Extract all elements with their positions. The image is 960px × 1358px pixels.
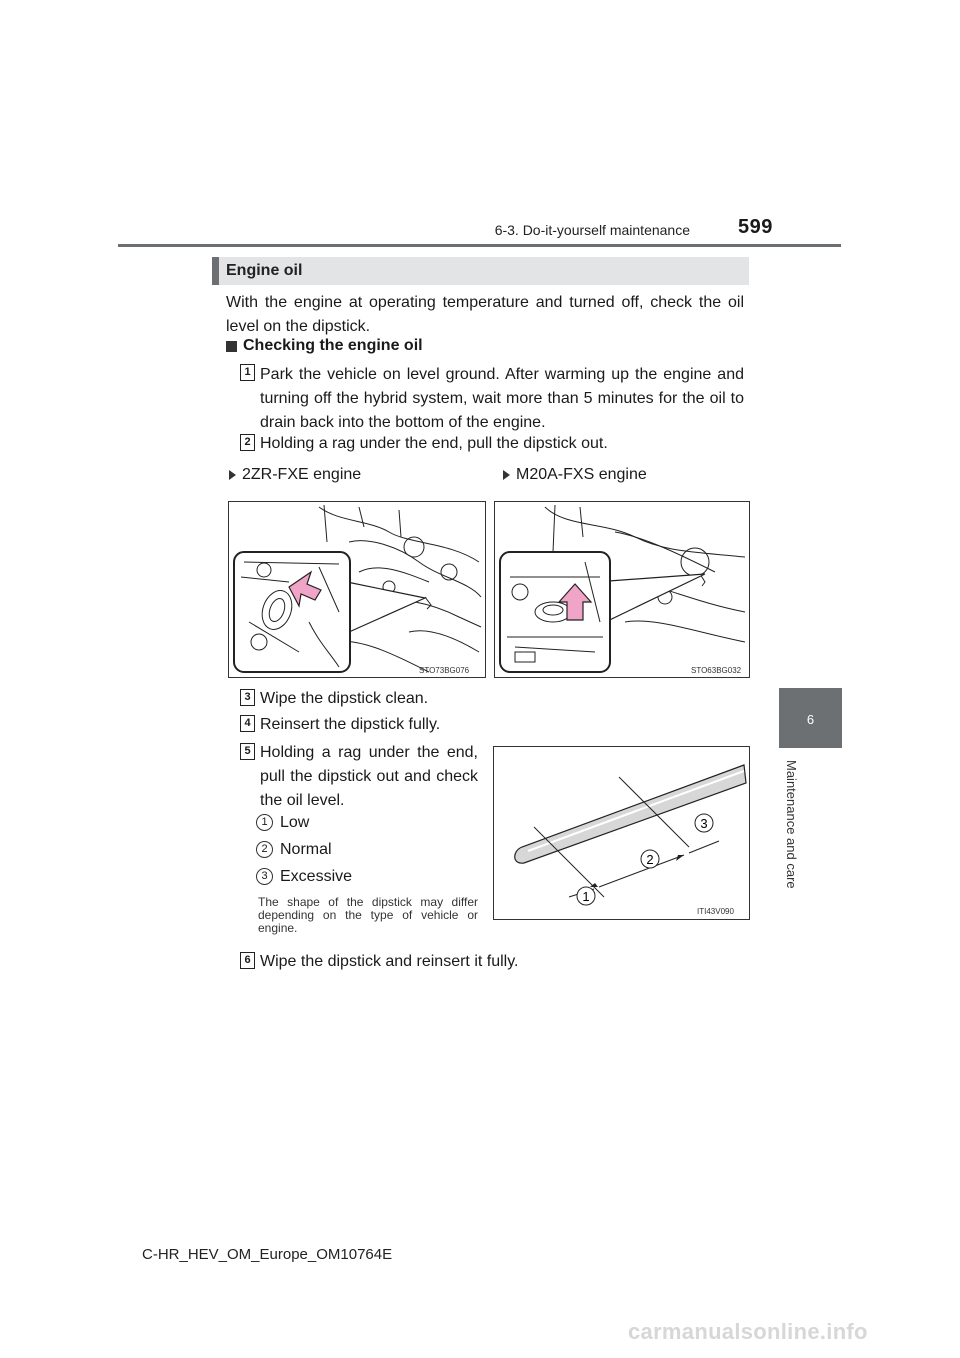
- step-number-4: 4: [240, 715, 255, 732]
- subsection-title: Checking the engine oil: [243, 337, 423, 354]
- arrow-bullet-icon: [229, 470, 236, 480]
- page-number: 599: [738, 216, 773, 238]
- level-marker-1: 1: [256, 814, 273, 831]
- step-text-5: Holding a rag under the end, pull the dipstick out and check the oil level.: [260, 744, 478, 809]
- watermark: carmanualsonline.info: [628, 1319, 868, 1344]
- level-label-excessive: Excessive: [280, 868, 353, 885]
- note-text: The shape of the dipstick may differ depending on the type of vehicle or engine.: [258, 895, 478, 935]
- step-number-5: 5: [240, 743, 255, 760]
- level-label-low: Low: [280, 814, 310, 831]
- step-number-1: 1: [240, 364, 255, 381]
- callout-3: 3: [700, 816, 708, 831]
- engine-illustration-2zr: [228, 501, 486, 678]
- section-header-accent: [212, 257, 219, 285]
- step-text-3: Wipe the dipstick clean.: [260, 690, 429, 707]
- image-code-2zr: STO73BG076: [419, 666, 470, 675]
- arrow-bullet-icon: [503, 470, 510, 480]
- callout-2: 2: [646, 852, 654, 867]
- engine-bay-illustration: [495, 502, 749, 677]
- chapter-tab-label: Maintenance and care: [784, 760, 799, 889]
- subsection-bullet-icon: [226, 341, 237, 352]
- level-label-normal: Normal: [280, 841, 332, 858]
- level-marker-3: 3: [256, 868, 273, 885]
- step-text-2: Holding a rag under the end, pull the dipstick out.: [260, 435, 608, 452]
- step-number-2: 2: [240, 434, 255, 451]
- image-code-m20a: STO63BG032: [691, 666, 742, 675]
- engine-label-m20a: M20A-FXS engine: [516, 466, 647, 483]
- step-text-4: Reinsert the dipstick fully.: [260, 716, 441, 733]
- engine-illustration-m20a: [494, 501, 750, 678]
- image-code-dipstick: ITI43V090: [697, 907, 734, 916]
- level-marker-2: 2: [256, 841, 273, 858]
- callout-1: 1: [582, 889, 590, 904]
- step-text-1: Park the vehicle on level ground. After warming up the engine and turning off the hybrid system, wait more than 5 minutes for the oil to drain back into the bottom of the engine.: [260, 366, 744, 431]
- dipstick-drawing: [494, 747, 749, 919]
- engine-label-2zr: 2ZR-FXE engine: [242, 466, 362, 483]
- section-title: Engine oil: [226, 262, 303, 279]
- engine-bay-illustration: [229, 502, 485, 677]
- intro-text: With the engine at operating temperature and turned off, check the oil level on the dipstick.: [226, 294, 744, 335]
- chapter-tab-number: 6: [806, 712, 815, 727]
- step-text-6: Wipe the dipstick and reinsert it fully.: [260, 953, 519, 970]
- step-number-3: 3: [240, 689, 255, 706]
- footer-document-code: C-HR_HEV_OM_Europe_OM10764E: [142, 1246, 393, 1263]
- dipstick-illustration: [493, 746, 750, 920]
- header-rule: [118, 244, 841, 247]
- step-number-6: 6: [240, 952, 255, 969]
